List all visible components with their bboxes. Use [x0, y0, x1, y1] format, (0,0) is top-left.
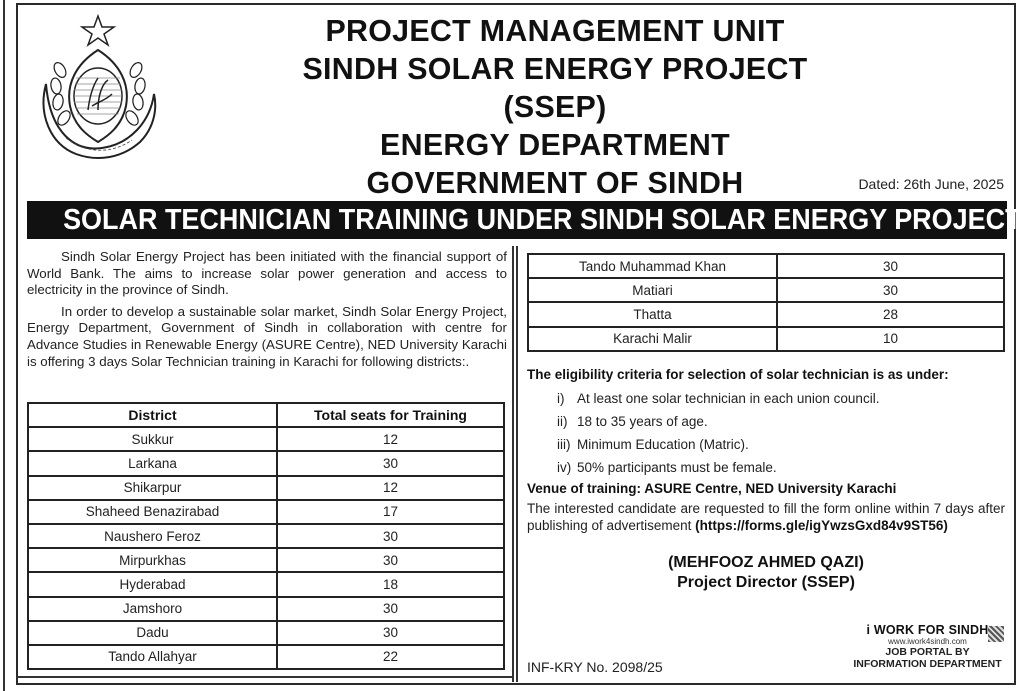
table-row — [28, 621, 504, 645]
signatory-title: Project Director (SSEP) — [677, 573, 855, 591]
table-row — [28, 597, 504, 621]
district-cell: Hyderabad — [28, 572, 277, 596]
district-cell: Jamshoro — [28, 597, 277, 621]
table-row — [528, 302, 1004, 326]
header-line-2: SINDH SOLAR ENERGY PROJECT (SSEP) — [302, 51, 808, 124]
table-row — [28, 500, 504, 524]
item-number: iii) — [557, 436, 571, 452]
item-text: 18 to 35 years of age. — [577, 413, 708, 429]
column-header-seats: Total seats for Training — [277, 403, 504, 427]
seats-cell: 18 — [277, 572, 504, 596]
portal-brand — [845, 623, 1010, 637]
left-column-bottom-rule — [16, 676, 512, 678]
intro-paragraph-1: Sindh Solar Energy Project has been initiated with the financial support of World Bank. The aims to increase solar power generation and access to electricity in the province of Sindh. — [27, 249, 507, 298]
date-label: Dated: 26th June, 2025 — [858, 176, 1004, 192]
venue-text: Venue of training: ASURE Centre, NED University Karachi — [527, 480, 897, 496]
district-cell: Tando Allahyar — [28, 645, 277, 669]
district-table-right — [527, 253, 1005, 352]
table-row — [528, 327, 1004, 351]
title-banner — [27, 201, 1022, 239]
seats-cell: 30 — [277, 451, 504, 475]
eligibility-item — [527, 433, 1005, 456]
banner-text: SOLAR TECHNICIAN TRAINING UNDER SINDH SOLAR ENERGY PROJECT — [63, 204, 1022, 236]
table-row — [28, 476, 504, 500]
seats-cell: 30 — [777, 254, 1004, 278]
signatory-name: (MEHFOOZ AHMED QAZI) — [668, 553, 864, 571]
portal-url: www.iwork4sindh.com — [888, 637, 967, 646]
form-link[interactable]: (https://forms.gle/igYwzsGxd84v9ST56) — [695, 518, 948, 534]
seats-cell: 30 — [777, 278, 1004, 302]
item-text: 50% participants must be female. — [577, 459, 777, 475]
district-cell: Sukkur — [28, 427, 277, 451]
table-row — [28, 451, 504, 475]
sindh-government-emblem-icon — [36, 14, 160, 166]
table-row — [28, 548, 504, 572]
seats-cell: 12 — [277, 427, 504, 451]
district-cell: Karachi Malir — [528, 327, 777, 351]
eligibility-list — [527, 387, 1005, 479]
seats-cell: 30 — [277, 548, 504, 572]
district-cell: Tando Muhammad Khan — [528, 254, 777, 278]
eligibility-heading: The eligibility criteria for selection of solar technician is as under: — [527, 366, 949, 382]
district-cell: Larkana — [28, 451, 277, 475]
seats-cell: 28 — [777, 302, 1004, 326]
table-row — [28, 524, 504, 548]
seats-cell: 30 — [277, 597, 504, 621]
seats-cell: 30 — [277, 524, 504, 548]
portal-brand-text: WORK FOR SINDH — [873, 623, 989, 637]
qr-code-icon — [988, 626, 1004, 642]
table-row — [28, 645, 504, 669]
table-row — [28, 572, 504, 596]
district-cell: Thatta — [528, 302, 777, 326]
details-section — [527, 249, 1005, 593]
seats-cell: 10 — [777, 327, 1004, 351]
header-titles — [250, 12, 860, 202]
job-portal-logo — [845, 623, 1010, 670]
item-text: At least one solar technician in each union council. — [577, 390, 880, 406]
seats-cell: 22 — [277, 645, 504, 669]
table-header-row — [28, 403, 504, 427]
column-header-district: District — [28, 403, 277, 427]
header-line-1: PROJECT MANAGEMENT UNIT — [325, 13, 785, 48]
portal-i-icon: i — [866, 623, 871, 637]
portal-by-line-1: JOB PORTAL BY — [885, 646, 970, 658]
eligibility-item — [527, 410, 1005, 433]
intro-paragraph-2: In order to develop a sustainable solar market, Sindh Solar Energy Project, Energy Department, Government of Sindh in collaboration with centre for Advance Studies in Renewable Energy (ASURE Centre), NED University Karachi is offering 3 days Solar Technician training in Karachi for following districts:. — [27, 303, 507, 369]
signatory — [527, 553, 1005, 593]
seats-cell: 30 — [277, 621, 504, 645]
header-line-4: GOVERNMENT OF SINDH — [366, 165, 744, 200]
eligibility-item — [527, 456, 1005, 479]
table-row — [28, 427, 504, 451]
district-cell: Shaheed Benazirabad — [28, 500, 277, 524]
seats-cell: 17 — [277, 500, 504, 524]
page-edge — [3, 0, 5, 691]
seats-cell: 12 — [277, 476, 504, 500]
district-cell: Mirpurkhas — [28, 548, 277, 572]
reference-number: INF-KRY No. 2098/25 — [527, 659, 663, 675]
portal-by-line-2: INFORMATION DEPARTMENT — [853, 658, 1002, 670]
district-table-left — [27, 402, 505, 670]
district-cell: Naushero Feroz — [28, 524, 277, 548]
district-cell: Dadu — [28, 621, 277, 645]
header-line-3: ENERGY DEPARTMENT — [380, 127, 730, 162]
eligibility-item — [527, 387, 1005, 410]
item-number: iv) — [557, 459, 572, 475]
apply-instructions — [527, 500, 1005, 535]
district-cell: Shikarpur — [28, 476, 277, 500]
item-number: ii) — [557, 413, 568, 429]
item-number: i) — [557, 390, 565, 406]
table-row — [528, 254, 1004, 278]
district-cell: Matiari — [528, 278, 777, 302]
apply-text: The interested candidate are requested to fill the form online within 7 days after publishing of advertisement — [527, 500, 1005, 534]
intro-section — [27, 249, 507, 375]
table-row — [528, 278, 1004, 302]
item-text: Minimum Education (Matric). — [577, 436, 749, 452]
column-divider — [512, 246, 518, 682]
